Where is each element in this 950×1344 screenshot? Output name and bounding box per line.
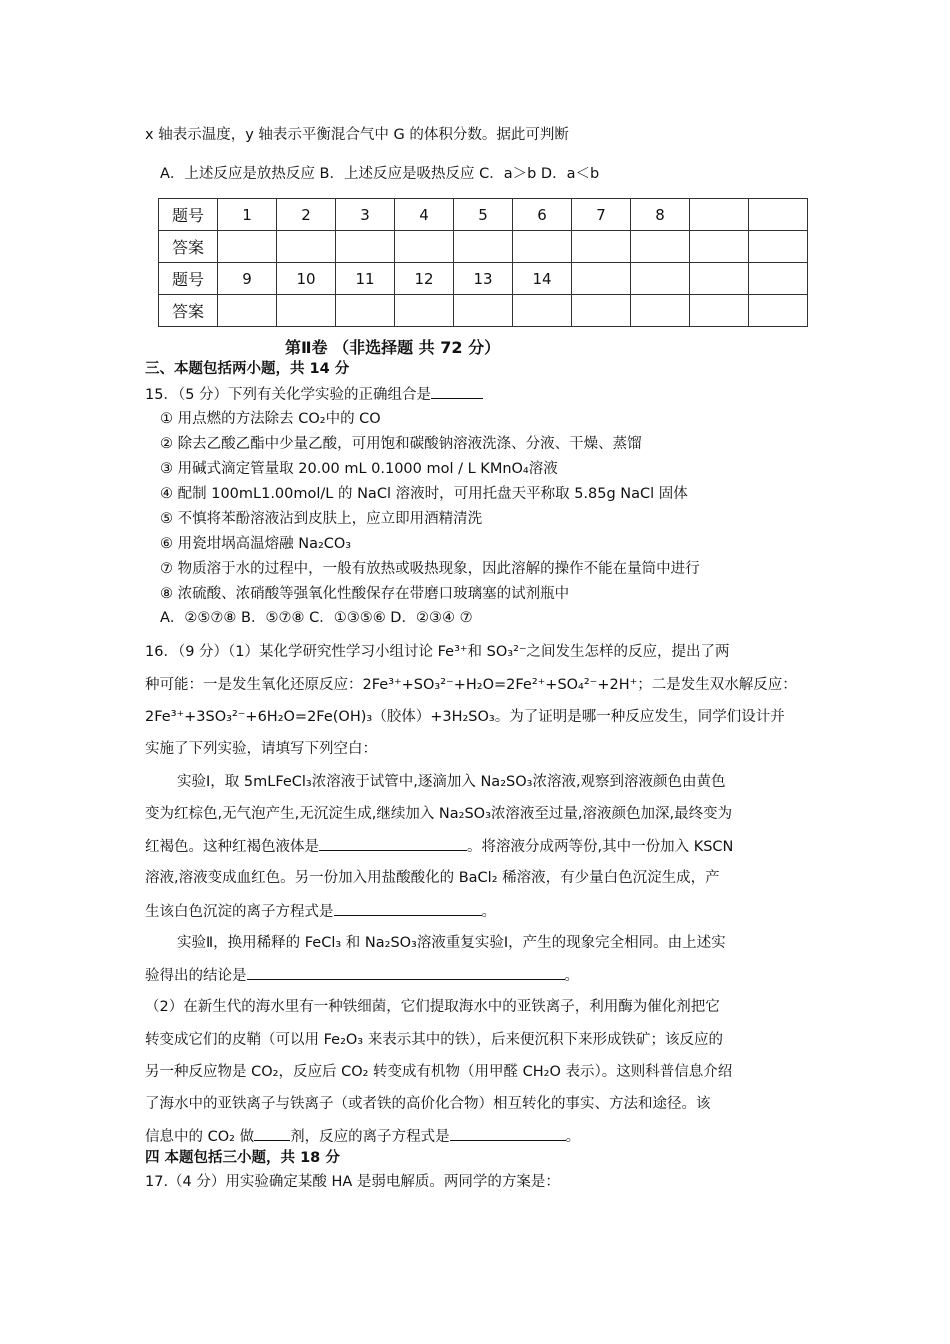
- table-cell: 12: [395, 263, 454, 295]
- q16-line: 了海水中的亚铁离子与铁离子（或者铁的高价化合物）相互转化的事实、方法和途径。该: [145, 1096, 711, 1112]
- table-cell: 11: [336, 263, 395, 295]
- table-cell: 4: [395, 199, 454, 231]
- table-cell: 3: [336, 199, 395, 231]
- list-item: ② 除去乙酸乙酯中少量乙酸，可用饱和碳酸钠溶液洗涤、分液、干燥、蒸馏: [160, 436, 642, 452]
- q16-line: 溶液,溶液变成血红色。另一份加入用盐酸酸化的 BaCl₂ 稀溶液，有少量白色沉淀生成，产: [145, 870, 720, 886]
- list-item: ① 用点燃的方法除去 CO₂中的 CO: [160, 411, 381, 427]
- q15-stem: 15．（5 分）下列有关化学实验的正确组合是: [145, 384, 483, 405]
- answer-blank: [431, 384, 483, 399]
- table-cell: [690, 199, 749, 231]
- table-cell: 2: [277, 199, 336, 231]
- part2-title: 第Ⅱ卷 （非选择题 共 72 分）: [285, 338, 501, 357]
- table-header-cell: 题号: [159, 199, 218, 231]
- q16-line: 2Fe³⁺+3SO₃²⁻+6H₂O=2Fe(OH)₃（胶体）+3H₂SO₃。为了证明是哪一种反应发生，同学们设计并: [145, 709, 785, 725]
- list-item: ⑦ 物质溶于水的过程中，一般有放热或吸热现象，因此溶解的操作不能在量筒中进行: [160, 561, 700, 577]
- table-row: [159, 199, 808, 231]
- table-row: [159, 295, 808, 327]
- list-item: ⑥ 用瓷坩埚高温熔融 Na₂CO₃: [160, 536, 352, 552]
- table-cell: 5: [454, 199, 513, 231]
- q16-line: 信息中的 CO₂ 做 剂，反应的离子方程式是 。: [145, 1126, 580, 1147]
- answer-table: [158, 198, 808, 327]
- table-cell: 8: [631, 199, 690, 231]
- q16-line: 实验Ⅱ，换用稀释的 FeCl₃ 和 Na₂SO₃溶液重复实验Ⅰ，产生的现象完全相同。由上述实: [177, 935, 726, 951]
- section3-title: 三、本题包括两小题，共 14 分: [145, 361, 350, 377]
- table-cell: [749, 199, 808, 231]
- answer-blank: [319, 836, 467, 851]
- q16-line: 种可能：一是发生氧化还原反应：2Fe³⁺+SO₃²⁻+H₂O=2Fe²⁺+SO₄²⁻+2H⁺；二是发生双水解反应：: [145, 677, 797, 693]
- table-cell: 10: [277, 263, 336, 295]
- table-row: [159, 263, 808, 295]
- table-header-cell: 题号: [159, 263, 218, 295]
- q16-line: 转变成它们的皮鞘（可以用 Fe₂O₃ 来表示其中的铁），后来便沉积下来形成铁矿；该反应的: [145, 1032, 723, 1048]
- answer-blank: [247, 965, 565, 980]
- list-item: ⑤ 不慎将苯酚溶液沾到皮肤上，应立即用酒精清洗: [160, 511, 483, 527]
- q16-line: 验得出的结论是 。: [145, 965, 579, 986]
- q16-line: 实验Ⅰ，取 5mLFeCl₃浓溶液于试管中,逐滴加入 Na₂SO₃浓溶液,观察到溶液颜色由黄色: [177, 774, 726, 790]
- table-header-cell: 答案: [159, 295, 218, 327]
- q15-options: A．②⑤⑦⑧ B．⑤⑦⑧ C．①③⑤⑥ D．②③④ ⑦: [160, 610, 473, 626]
- intro-text: x 轴表示温度，y 轴表示平衡混合气中 G 的体积分数。据此可判断: [145, 127, 569, 143]
- q16-line: 变为红棕色,无气泡产生,无沉淀生成,继续加入 Na₂SO₃浓溶液至过量,溶液颜色加深,最终变为: [145, 806, 733, 822]
- table-cell: 1: [218, 199, 277, 231]
- q17-stem: 17.（4 分）用实验确定某酸 HA 是弱电解质。两同学的方案是：: [145, 1174, 560, 1190]
- q14-options: A．上述反应是放热反应 B．上述反应是吸热反应 C．a＞b D．a＜b: [160, 166, 600, 182]
- answer-blank: [254, 1126, 290, 1141]
- section4-title: 四 本题包括三小题，共 18 分: [145, 1150, 340, 1166]
- table-cell: 13: [454, 263, 513, 295]
- answer-blank: [334, 901, 482, 916]
- table-cell: 7: [572, 199, 631, 231]
- table-header-cell: 答案: [159, 231, 218, 263]
- q16-line: （2）在新生代的海水里有一种铁细菌，它们提取海水中的亚铁离子，利用酶为催化剂把它: [145, 999, 720, 1015]
- list-item: ③ 用碱式滴定管量取 20.00 mL 0.1000 mol / L KMnO₄溶液: [160, 461, 558, 477]
- q16-line: 红褐色。这种红褐色液体是 。将溶液分成两等份,其中一份加入 KSCN: [145, 836, 733, 857]
- table-cell: 9: [218, 263, 277, 295]
- q16-line: 实施了下列实验，请填写下列空白：: [145, 741, 377, 757]
- table-cell: 6: [513, 199, 572, 231]
- list-item: ④ 配制 100mL1.00mol/L 的 NaCl 溶液时，可用托盘天平称取 5.85g NaCl 固体: [160, 486, 688, 502]
- q16-line: 16．（9 分）（1）某化学研究性学习小组讨论 Fe³⁺和 SO₃²⁻之间发生怎样的反应，提出了两: [145, 644, 730, 660]
- table-row: [159, 231, 808, 263]
- list-item: ⑧ 浓硫酸、浓硝酸等强氧化性酸保存在带磨口玻璃塞的试剂瓶中: [160, 586, 570, 602]
- q16-line: 另一种反应物是 CO₂，反应后 CO₂ 转变成有机物（用甲醛 CH₂O 表示）。这则科普信息介绍: [145, 1064, 733, 1080]
- q16-line: 生该白色沉淀的离子方程式是 。: [145, 901, 496, 922]
- table-cell: 14: [513, 263, 572, 295]
- answer-blank: [450, 1126, 566, 1141]
